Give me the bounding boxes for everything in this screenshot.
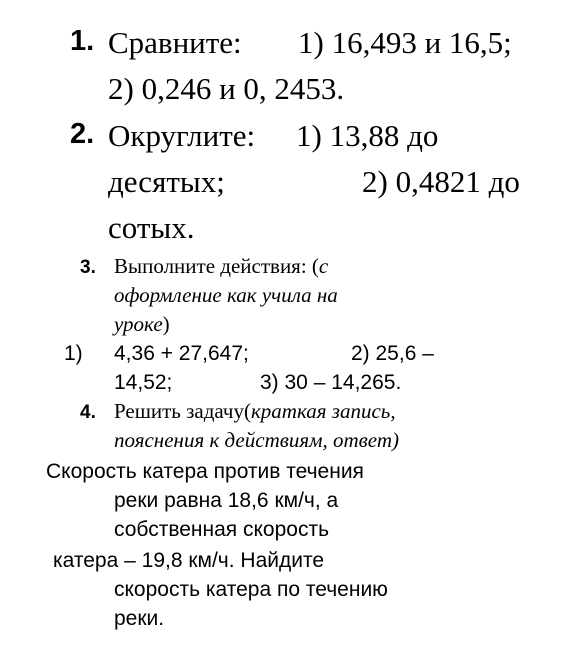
task2-label: Округлите:	[108, 118, 256, 153]
task4-label: Решить задачу(	[114, 399, 251, 423]
task4-line1	[114, 401, 396, 422]
task1-part1: 1) 16,493 и 16,5;	[298, 25, 512, 60]
task2-part2-unit: сотых.	[108, 210, 195, 245]
task1-number: 1.	[70, 25, 95, 57]
task3-number: 3.	[80, 257, 96, 278]
problem-line2: реки равна 18,6 км/ч, а	[114, 489, 339, 512]
task4-line2	[114, 430, 399, 451]
task1-part2: 2) 0,246 и 0, 2453.	[108, 71, 345, 106]
problem-line6: реки.	[114, 607, 165, 630]
task3-close-paren: )	[162, 312, 170, 336]
task2-part2: 2) 0,4821 до	[362, 164, 520, 199]
task1-label: Сравните:	[108, 25, 242, 60]
task3-note-middle: оформление как учила на	[114, 283, 338, 307]
task3-note-end: уроке	[114, 312, 163, 336]
task4-note-start: краткая запись,	[250, 399, 396, 423]
task2-part1-unit: десятых;	[108, 164, 225, 199]
task3-line1	[114, 256, 328, 277]
task3-item2: 2) 25,6 –	[351, 342, 434, 365]
task2-part1: 1) 13,88 до	[296, 118, 439, 153]
task3-item1-marker: 1)	[64, 342, 83, 365]
task3-item1: 4,36 + 27,647;	[114, 342, 249, 365]
task4-note-end: пояснения к действиям, ответ)	[114, 428, 399, 452]
task3-note-line3	[114, 314, 170, 335]
problem-line5: скорость катера по течению	[114, 578, 388, 601]
problem-line1: Скорость катера против течения	[46, 460, 364, 483]
task4-number: 4.	[80, 402, 96, 423]
task3-note-start: с	[318, 254, 329, 278]
task3-item2-cont: 14,52;	[114, 371, 173, 394]
problem-line4: катера – 19,8 км/ч. Найдите	[53, 549, 325, 572]
task3-item3: 3) 30 – 14,265.	[260, 371, 402, 394]
task3-label: Выполните действия: (	[114, 254, 319, 278]
problem-line3: собственная скорость	[114, 518, 330, 541]
task2-number: 2.	[70, 118, 95, 150]
task3-note-line2	[114, 285, 338, 306]
